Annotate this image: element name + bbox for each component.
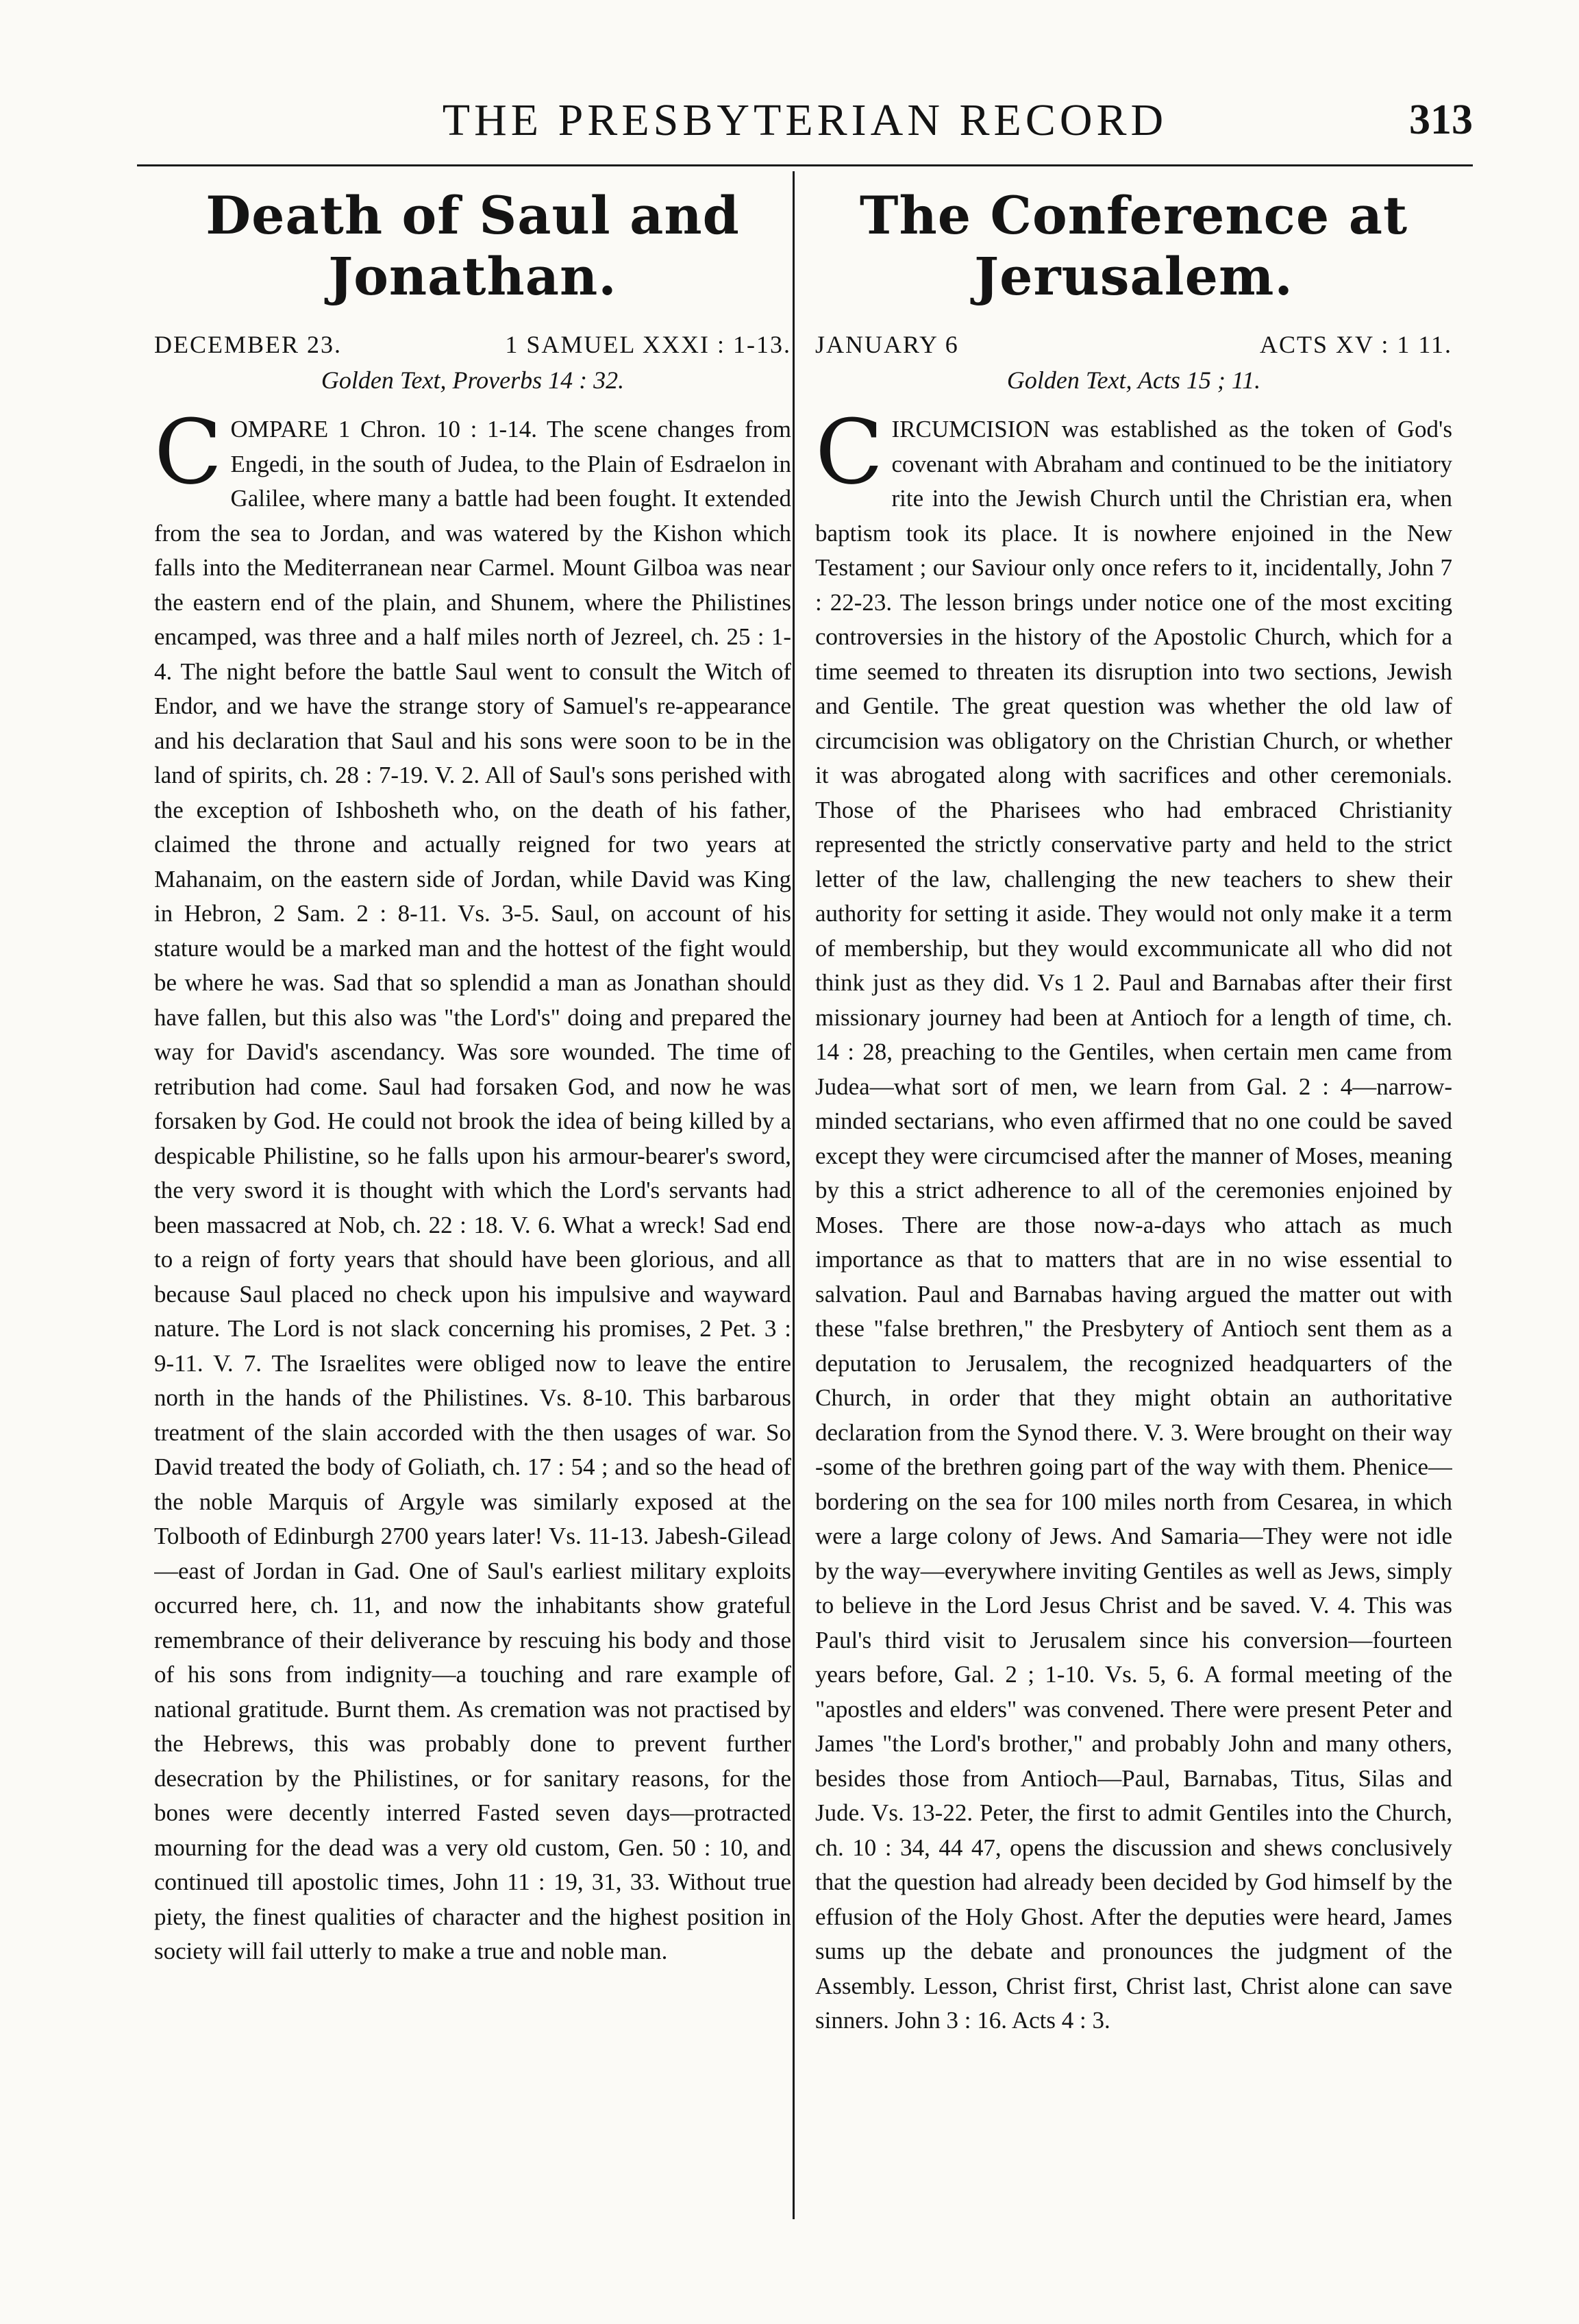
drop-cap: C	[154, 400, 223, 504]
page-header	[137, 82, 1473, 166]
column-divider	[793, 171, 795, 2219]
lesson-body-text: OMPARE 1 Chron. 10 : 1-14. The scene changes from Engedi, in the south of Judea, to the Plain of Esdraelon in Galilee, where many a battle had been fought. It extended from the sea to Jordan, and was watered by the Kishon which falls into the Mediterranean near Carmel. Mount Gilboa was near the eastern end of the plain, and Shunem, where the Philistines encamped, was three and a half miles north of Jezreel, ch. 25 : 1-4. The night before the battle Saul went to consult the Witch of Endor, and we have the strange story of Samuel's re-appearance and his declaration that Saul and his sons were soon to be in the land of spirits, ch. 28 : 7-19. V. 2. All of Saul's sons perished with the exception of Ishbosheth who, on the death of his father, claimed the throne and actually reigned for two years at Mahanaim, on the eastern side of Jordan, while David was King in Hebron, 2 Sam. 2 : 8-11. Vs. 3-5. Saul, on account of his stature would be a marked man and the hottest of the fight would be where he was. Sad that so splendid a man as Jonathan should have fallen, but this also was "the Lord's" doing and prepared the way for David's ascendancy. Was sore wounded. The time of retribution had come. Saul had forsaken God, and now he was forsaken by God. He could not brook the idea of being killed by a despicable Philistine, so he falls upon his armour-bearer's sword, the very sword it is thought with which the Lord's servants had been massacred at Nob, ch. 22 : 18. V. 6. What a wreck! Sad end to a reign of forty years that should have been glorious, and all because Saul placed no check upon his impulsive and wayward nature. The Lord is not slack concerning his promises, 2 Pet. 3 : 9-11. V. 7. The Israelites were obliged now to leave the entire north in the hands of the Philistines. Vs. 8-10. This barbarous treatment of the slain accorded with the then usages of war. So David treated the body of Goliath, ch. 17 : 54 ; and so the head of the noble Marquis of Argyle was similarly exposed at the Tolbooth of Edinburgh 2700 years later! Vs. 11-13. Jabesh-Gilead —east of Jordan in Gad. One of Saul's earliest military exploits occurred here, ch. 11, and now the inhabitants show grateful remembrance of their deliverance by rescuing his body and those of his sons from indignity—a touching and rare example of national gratitude. Burnt them. As cremation was not practised by the Hebrews, this was probably done to prevent further desecration by the Philistines, or for sanitary reasons, for the bones were decently interred Fasted seven days—protracted mourning for the dead was a very old custom, Gen. 50 : 10, and continued till apostolic times, John 11 : 19, 31, 33. Without true piety, the finest qualities of character and the highest position in society will fail utterly to make a true and noble man.	[154, 416, 791, 1964]
lesson-body	[154, 400, 791, 1969]
lesson-title: Death of Saul and Jonathan.	[206, 185, 740, 307]
golden-text: Golden Text, Acts 15 ; 11.	[1006, 366, 1261, 394]
golden-text: Golden Text, Proverbs 14 : 32.	[321, 366, 625, 394]
drop-cap: C	[815, 400, 884, 504]
lesson-body-text: IRCUMCISION was established as the token of God's covenant with Abraham and continued to be the initiatory rite into the Jewish Church until the Christian era, when baptism took its place. It is nowhere enjoined in the New Testament ; our Saviour only once refers to it, incidentally, John 7 : 22-23. The lesson brings under notice one of the most exciting controversies in the history of the Apostolic Church, which for a time seemed to threaten its disruption into two sections, Jewish and Gentile. The great question was whether the old law of circumcision was obligatory on the Christian Church, or whether it was abrogated along with sacrifices and other ceremonials. Those of the Pharisees who had embraced Christianity represented the strictly conservative party and held to the strict letter of the law, challenging the new teachers to shew their authority for setting it aside. They would not only make it a term of membership, but they would excommunicate all who did not think just as they did. Vs 1 2. Paul and Barnabas after their first missionary journey had been at Antioch for a length of time, ch. 14 : 28, preaching to the Gentiles, when certain men came from Judea—what sort of men, we learn from Gal. 2 : 4—narrow-minded sectarians, who even affirmed that no one could be saved except they were circumcised after the manner of Moses, meaning by this a strict adherence to all of the ceremonies enjoined by Moses. There are those now-a-days who attach as much importance as that to matters that are in no wise essential to salvation. Paul and Barnabas having argued the matter out with these "false brethren," the Presbytery of Antioch sent them as a deputation to Jerusalem, the recognized headquarters of the Church, in order that they might obtain an authoritative declaration from the Synod there. V. 3. Were brought on their way -some of the brethren going part of the way with them. Phenice—bordering on the sea for 100 miles north from Cesarea, in which were a large colony of Jews. And Samaria—They were not idle by the way—everywhere inviting Gentiles as well as Jews, simply to believe in the Lord Jesus Christ and be saved. V. 4. This was Paul's third visit to Jerusalem since his conversion—fourteen years before, Gal. 2 ; 1-10. Vs. 5, 6. A formal meeting of the "apostles and elders" was convened. There were present Peter and James "the Lord's brother," and probably John and many others, besides those from Antioch—Paul, Barnabas, Titus, Silas and Jude. Vs. 13-22. Peter, the first to admit Gentiles into the Church, ch. 10 : 34, 44 47, opens the discussion and shews conclusively that the question had already been decided by God himself by the effusion of the Holy Ghost. After the deputies were heard, James sums up the debate and pronounces the judgment of the Assembly. Lesson, Christ first, Christ last, Christ alone can save sinners. John 3 : 16. Acts 4 : 3.	[815, 416, 1452, 2034]
left-column	[154, 164, 791, 2260]
lesson-meta	[815, 330, 1452, 359]
running-title: THE PRESBYTERIAN RECORD	[442, 95, 1168, 145]
lesson-meta	[154, 330, 791, 359]
lesson-date: DECEMBER 23.	[154, 331, 343, 358]
lesson-date: JANUARY 6	[815, 331, 959, 358]
lesson-body	[815, 400, 1452, 2038]
lesson-reference: 1 SAMUEL XXXI : 1-13.	[505, 331, 791, 358]
lesson-title: The Conference at Jerusalem.	[859, 185, 1408, 307]
lesson-reference: ACTS XV : 1 11.	[1259, 331, 1452, 358]
page-number: 313	[1409, 97, 1473, 143]
right-column	[815, 164, 1452, 2260]
